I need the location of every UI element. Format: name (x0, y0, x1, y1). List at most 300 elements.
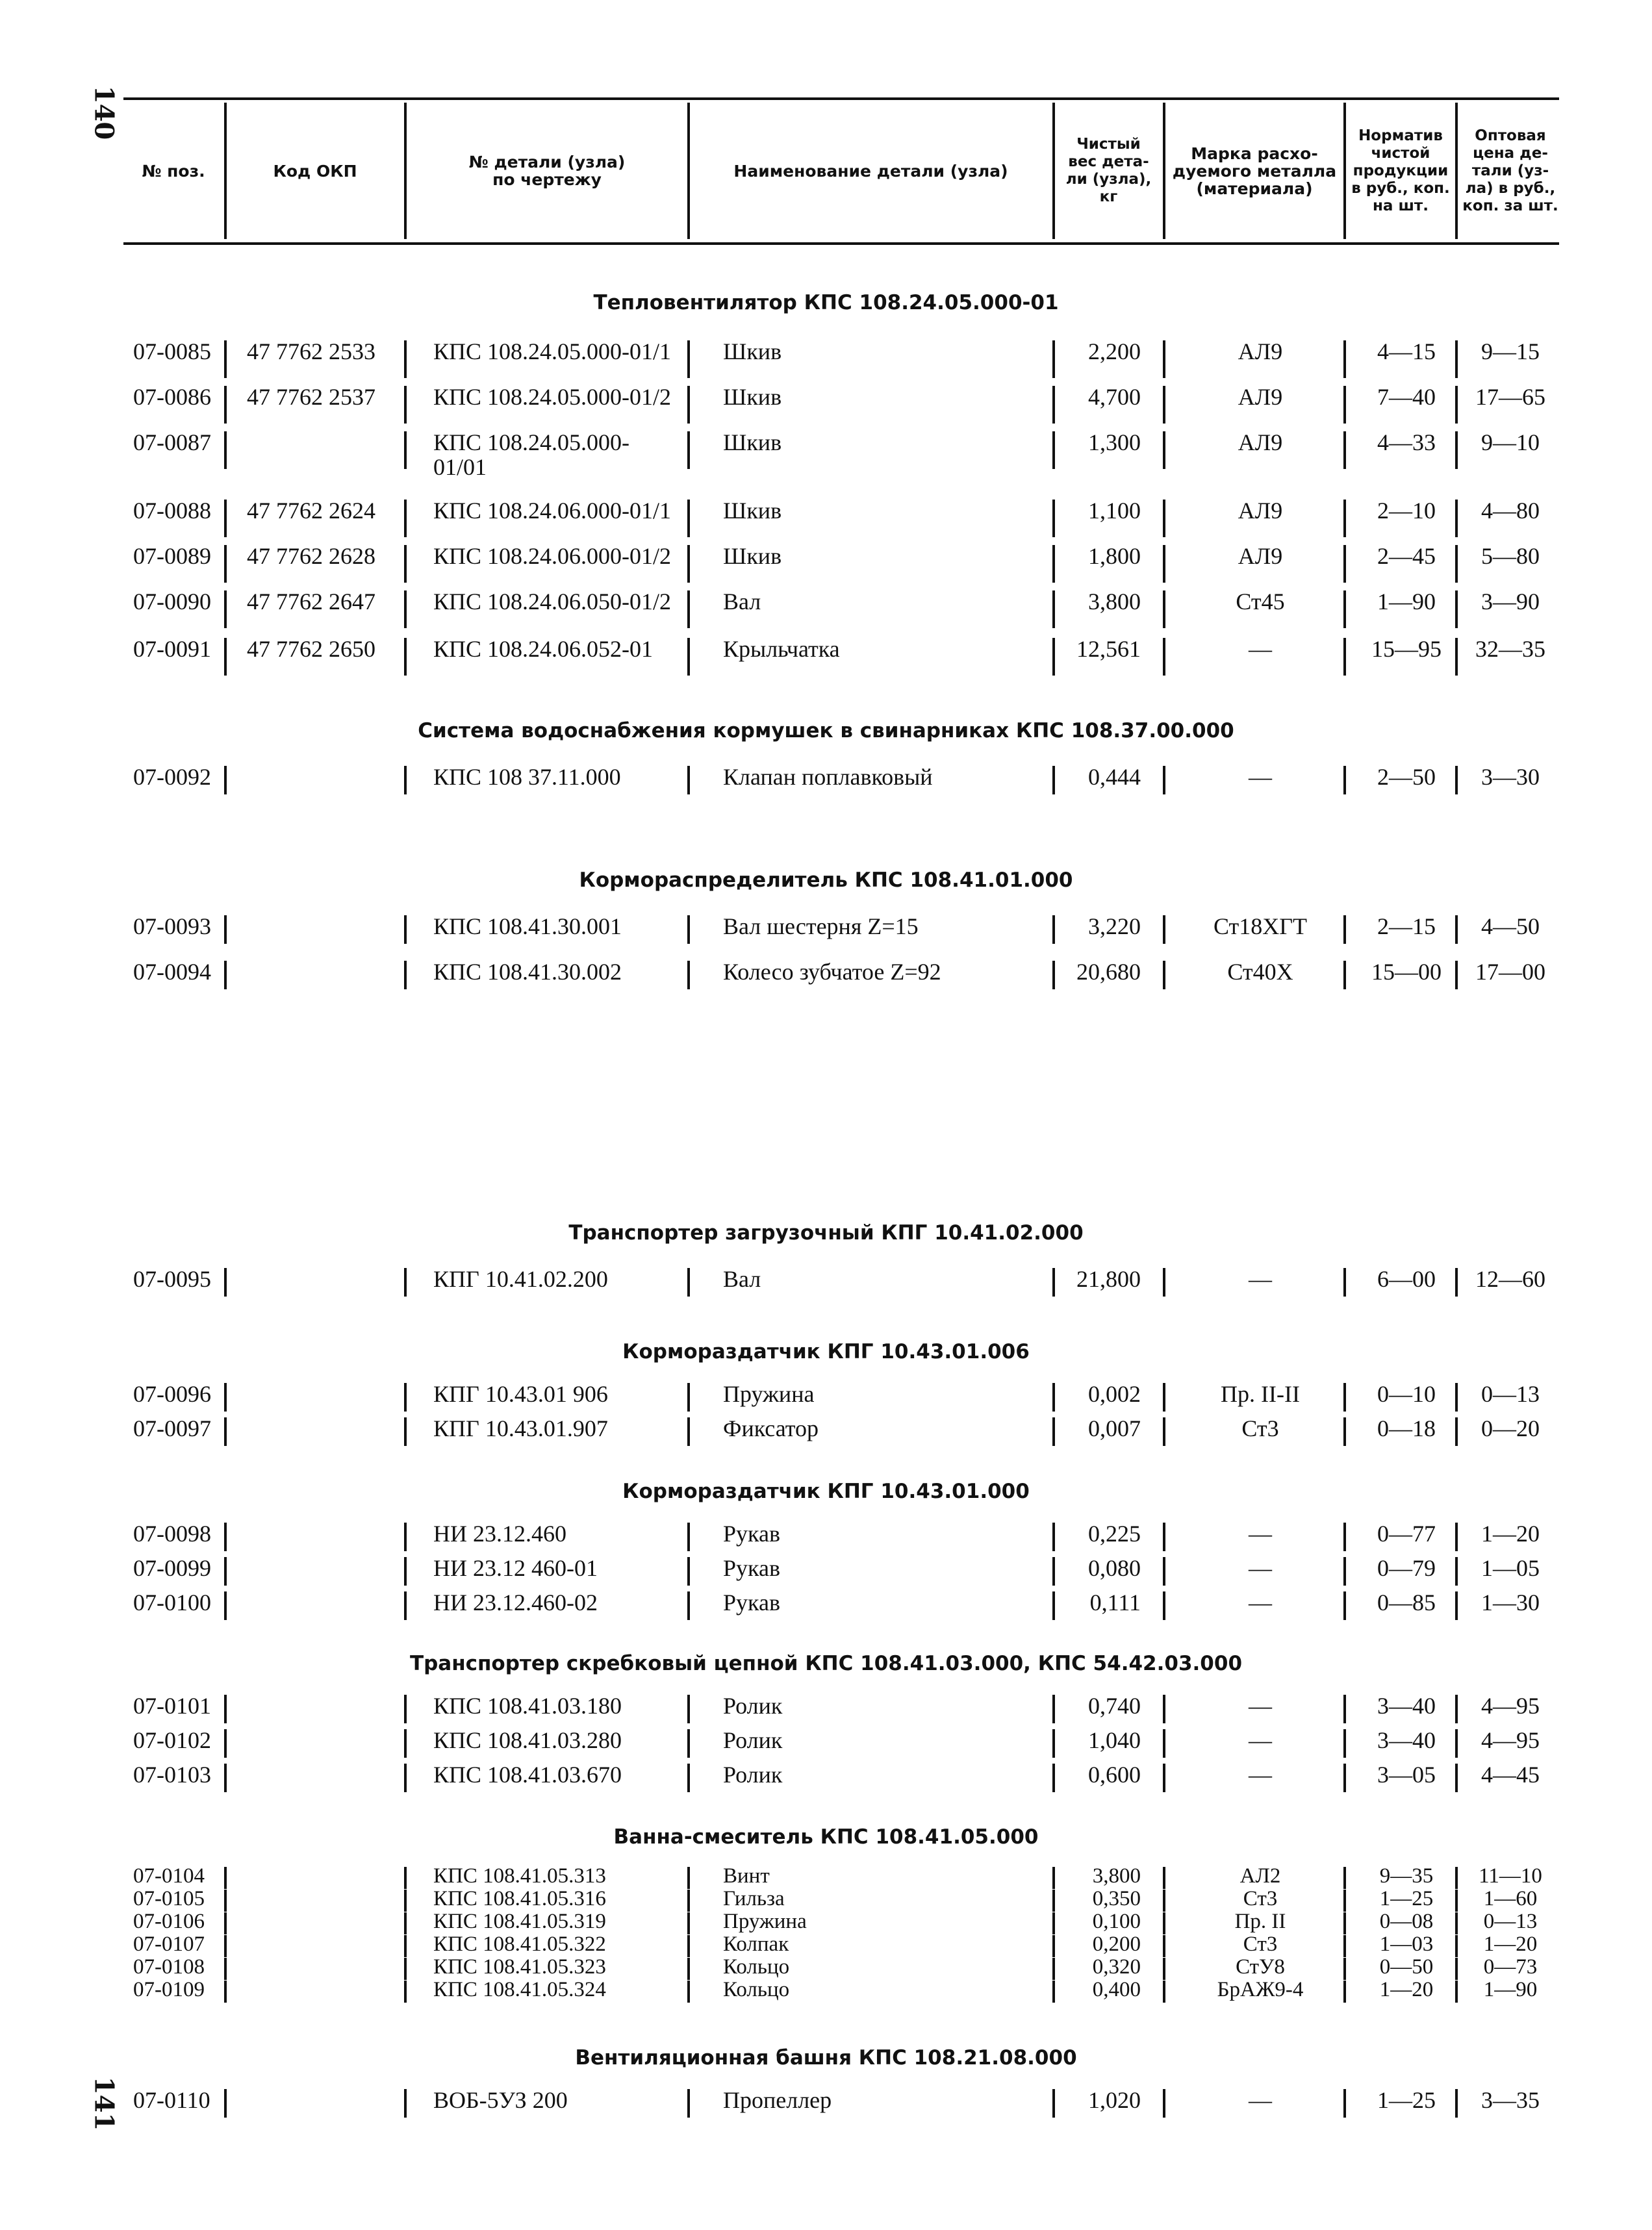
column-tick (224, 1523, 227, 1551)
column-tick (224, 638, 227, 676)
row-name: Клапан поплавковый (723, 764, 933, 790)
column-tick (1343, 590, 1346, 628)
column-tick (687, 1591, 690, 1620)
column-tick (224, 1935, 227, 1957)
column-tick (224, 386, 227, 424)
row-name: Вал (723, 1266, 761, 1292)
column-tick (404, 386, 407, 424)
row-norm: 0—79 (1377, 1555, 1436, 1581)
column-tick (1455, 1523, 1458, 1551)
column-tick (404, 1890, 407, 1912)
section-title: Кормораздатчик КПГ 10.43.01.006 (622, 1340, 1030, 1363)
row-drawing: КПС 108 37.11.000 (433, 764, 621, 790)
row-name: Шкив (723, 543, 782, 569)
row-drawing: КПС 108.24.06.050-01/2 (433, 589, 672, 615)
column-tick (1163, 386, 1165, 424)
column-tick (404, 1981, 407, 2003)
column-tick (1163, 1523, 1165, 1551)
row-weight: 3,800 (1088, 589, 1141, 615)
row-material: АЛ9 (1238, 338, 1283, 364)
column-tick (224, 1912, 227, 1934)
row-material: Ст3 (1243, 1932, 1278, 1956)
row-material: АЛ9 (1238, 384, 1283, 410)
column-tick (1163, 431, 1165, 469)
column-tick (687, 638, 690, 676)
column-tick (404, 1729, 407, 1758)
row-name: Пружина (723, 1381, 815, 1407)
row-name: Шкив (723, 429, 782, 455)
section-title: Транспортер скребковый цепной КПС 108.41.03.000, КПС 54.42.03.000 (409, 1652, 1243, 1675)
column-tick (224, 766, 227, 794)
column-tick (1455, 545, 1458, 583)
row-name: Шкив (723, 498, 782, 524)
row-drawing: КПС 108.41.30.002 (433, 959, 622, 985)
section-title: Кормораспределитель КПС 108.41.01.000 (579, 868, 1073, 892)
section-title: Ванна-смеситель КПС 108.41.05.000 (613, 1825, 1039, 1849)
row-pos: 07-0108 (133, 1955, 205, 1979)
row-price: 3—30 (1481, 764, 1540, 790)
column-tick (1163, 1729, 1165, 1758)
row-material: — (1249, 1590, 1272, 1615)
row-weight: 0,400 (1092, 1978, 1141, 2001)
column-tick (1455, 915, 1458, 944)
row-weight: 0,320 (1092, 1955, 1141, 1979)
column-tick (404, 590, 407, 628)
column-tick (1343, 1695, 1346, 1723)
column-tick (1455, 1958, 1458, 1980)
row-weight: 0,007 (1088, 1415, 1141, 1441)
row-norm: 0—85 (1377, 1590, 1436, 1615)
row-pos: 07-0109 (133, 1978, 205, 2001)
row-drawing: КПС 108.41.05.316 (433, 1887, 606, 1910)
row-pos: 07-0107 (133, 1932, 205, 1956)
column-tick (687, 1268, 690, 1297)
row-price: 17—65 (1475, 384, 1545, 410)
row-weight: 12,561 (1076, 636, 1141, 662)
row-name: Крыльчатка (723, 636, 840, 662)
row-norm: 3—40 (1377, 1693, 1436, 1719)
row-material: АЛ2 (1239, 1864, 1281, 1888)
row-pos: 07-0094 (133, 959, 211, 985)
header-divider (1343, 103, 1346, 239)
row-name: Вал (723, 589, 761, 615)
column-tick (687, 1523, 690, 1551)
row-pos: 07-0092 (133, 764, 211, 790)
column-tick (687, 1958, 690, 1980)
row-pos: 07-0088 (133, 498, 211, 524)
column-tick (224, 1729, 227, 1758)
column-tick (1052, 590, 1055, 628)
header-top-rule (123, 97, 1559, 100)
row-okp: 47 7762 2533 (247, 338, 375, 364)
column-tick (1455, 1867, 1458, 1889)
column-tick (224, 1867, 227, 1889)
column-tick (224, 961, 227, 989)
row-name: Шкив (723, 338, 782, 364)
column-tick (1052, 2089, 1055, 2118)
row-material: — (1249, 1693, 1272, 1719)
row-okp: 47 7762 2647 (247, 589, 375, 615)
row-weight: 21,800 (1076, 1266, 1141, 1292)
header-okp: Код ОКП (273, 161, 357, 181)
row-drawing: КПС 108.41.30.001 (433, 913, 622, 939)
row-price: 0—20 (1481, 1415, 1540, 1441)
row-price: 1—90 (1483, 1978, 1538, 2001)
column-tick (1163, 340, 1165, 378)
row-pos: 07-0105 (133, 1887, 205, 1910)
column-tick (1455, 340, 1458, 378)
column-tick (1343, 1591, 1346, 1620)
column-tick (1163, 1958, 1165, 1980)
column-tick (224, 1981, 227, 2003)
row-norm: 1—20 (1379, 1978, 1434, 2001)
row-weight: 0,225 (1088, 1521, 1141, 1547)
row-norm: 0—08 (1379, 1910, 1434, 1933)
column-tick (1455, 1935, 1458, 1957)
column-tick (224, 1268, 227, 1297)
column-tick (1455, 1557, 1458, 1586)
row-okp: 47 7762 2624 (247, 498, 375, 524)
column-tick (404, 1591, 407, 1620)
header-bottom-rule (123, 242, 1559, 245)
column-tick (224, 1958, 227, 1980)
column-tick (1343, 1417, 1346, 1446)
column-tick (224, 1383, 227, 1412)
row-price: 9—10 (1481, 429, 1540, 455)
row-weight: 0,111 (1089, 1590, 1141, 1615)
row-price: 4—45 (1481, 1762, 1540, 1788)
row-weight: 0,444 (1088, 764, 1141, 790)
row-weight: 0,080 (1088, 1555, 1141, 1581)
column-tick (1052, 638, 1055, 676)
row-pos: 07-0100 (133, 1590, 211, 1615)
row-drawing: КПС 108.41.05.323 (433, 1955, 606, 1979)
column-tick (1455, 1383, 1458, 1412)
column-tick (1455, 386, 1458, 424)
column-tick (687, 386, 690, 424)
row-material: — (1249, 2087, 1272, 2113)
column-tick (1163, 1557, 1165, 1586)
column-tick (687, 1557, 690, 1586)
row-weight: 0,002 (1088, 1381, 1141, 1407)
row-norm: 0—10 (1377, 1381, 1436, 1407)
header-name: Наименование детали (узла) (733, 161, 1008, 181)
row-material: Ст3 (1243, 1887, 1278, 1910)
row-price: 0—13 (1481, 1381, 1540, 1407)
row-drawing: НИ 23.12.460 (433, 1521, 566, 1547)
column-tick (224, 1591, 227, 1620)
row-price: 9—15 (1481, 338, 1540, 364)
column-tick (687, 1867, 690, 1889)
header-drawing: № детали (узла) по чертежу (468, 153, 626, 189)
row-name: Гильза (723, 1887, 785, 1910)
column-tick (1052, 961, 1055, 989)
row-norm: 2—45 (1377, 543, 1436, 569)
row-material: Пр. II (1234, 1910, 1286, 1933)
column-tick (1052, 1912, 1055, 1934)
column-tick (1163, 961, 1165, 989)
row-drawing: КПГ 10.43.01.907 (433, 1415, 608, 1441)
row-name: Рукав (723, 1555, 780, 1581)
row-price: 3—35 (1481, 2087, 1540, 2113)
row-pos: 07-0089 (133, 543, 211, 569)
column-tick (687, 2089, 690, 2118)
row-price: 4—80 (1481, 498, 1540, 524)
row-drawing: КПС 108.41.05.322 (433, 1932, 606, 1956)
column-tick (1343, 1958, 1346, 1980)
row-pos: 07-0106 (133, 1910, 205, 1933)
row-price: 1—60 (1483, 1887, 1538, 1910)
row-pos: 07-0098 (133, 1521, 211, 1547)
column-tick (1455, 1981, 1458, 2003)
column-tick (1052, 1764, 1055, 1792)
column-tick (687, 961, 690, 989)
column-tick (687, 915, 690, 944)
row-price: 32—35 (1475, 636, 1545, 662)
column-tick (1052, 1958, 1055, 1980)
column-tick (224, 1557, 227, 1586)
column-tick (1455, 1729, 1458, 1758)
column-tick (1052, 1591, 1055, 1620)
column-tick (1052, 545, 1055, 583)
row-pos: 07-0090 (133, 589, 211, 615)
row-material: — (1249, 764, 1272, 790)
column-tick (687, 1764, 690, 1792)
row-name: Вал шестерня Z=15 (723, 913, 919, 939)
row-material: АЛ9 (1238, 498, 1283, 524)
row-price: 1—20 (1483, 1932, 1538, 1956)
column-tick (1052, 340, 1055, 378)
row-drawing: КПС 108.24.06.052-01 (433, 636, 654, 662)
row-norm: 6—00 (1377, 1266, 1436, 1292)
column-tick (1455, 766, 1458, 794)
header-divider (404, 103, 407, 239)
row-weight: 1,100 (1088, 498, 1141, 524)
column-tick (404, 1912, 407, 1934)
row-pos: 07-0091 (133, 636, 211, 662)
column-tick (1052, 766, 1055, 794)
row-pos: 07-0102 (133, 1727, 211, 1753)
column-tick (1163, 590, 1165, 628)
column-tick (1052, 1523, 1055, 1551)
row-weight: 0,350 (1092, 1887, 1141, 1910)
row-material: — (1249, 636, 1272, 662)
column-tick (1052, 500, 1055, 537)
column-tick (1343, 961, 1346, 989)
column-tick (1343, 1935, 1346, 1957)
row-price: 0—13 (1483, 1910, 1538, 1933)
row-price: 1—30 (1481, 1590, 1540, 1615)
header-pos: № поз. (142, 161, 205, 181)
header-price: Оптовая цена де- тали (уз- ла) в руб., коп. за шт. (1462, 127, 1558, 214)
row-material: Ст3 (1241, 1415, 1279, 1441)
column-tick (404, 2089, 407, 2118)
row-name: Ролик (723, 1762, 783, 1788)
column-tick (1455, 1890, 1458, 1912)
column-tick (687, 500, 690, 537)
column-tick (687, 1912, 690, 1934)
row-drawing: КПС 108.24.05.000-01/2 (433, 384, 672, 410)
column-tick (404, 915, 407, 944)
row-norm: 15—00 (1371, 959, 1442, 985)
column-tick (687, 1383, 690, 1412)
column-tick (224, 1890, 227, 1912)
row-material: — (1249, 1555, 1272, 1581)
column-tick (1052, 1867, 1055, 1889)
row-material: Ст45 (1236, 589, 1285, 615)
column-tick (404, 1695, 407, 1723)
column-tick (1455, 1912, 1458, 1934)
column-tick (1343, 1383, 1346, 1412)
column-tick (404, 1557, 407, 1586)
column-tick (1052, 1383, 1055, 1412)
column-tick (1052, 1935, 1055, 1957)
column-tick (687, 1729, 690, 1758)
row-material: АЛ9 (1238, 543, 1283, 569)
column-tick (687, 431, 690, 469)
column-tick (404, 1417, 407, 1446)
row-name: Колесо зубчатое Z=92 (723, 959, 941, 985)
column-tick (224, 2089, 227, 2118)
row-norm: 0—18 (1377, 1415, 1436, 1441)
header-divider (1163, 103, 1165, 239)
header-material: Марка расхо- дуемого металла (материала) (1172, 144, 1337, 198)
header-divider (1052, 103, 1055, 239)
row-norm: 2—50 (1377, 764, 1436, 790)
row-weight: 20,680 (1076, 959, 1141, 985)
column-tick (687, 1417, 690, 1446)
column-tick (1455, 1695, 1458, 1723)
row-drawing: КПГ 10.41.02.200 (433, 1266, 608, 1292)
column-tick (1455, 2089, 1458, 2118)
row-price: 17—00 (1475, 959, 1545, 985)
column-tick (1052, 1695, 1055, 1723)
column-tick (404, 1523, 407, 1551)
column-tick (1052, 915, 1055, 944)
row-norm: 1—90 (1377, 589, 1436, 615)
row-name: Фиксатор (723, 1415, 819, 1441)
column-tick (1455, 961, 1458, 989)
row-drawing: КПС 108.24.05.000-01/1 (433, 338, 672, 364)
column-tick (1343, 1523, 1346, 1551)
column-tick (687, 1695, 690, 1723)
column-tick (404, 1764, 407, 1792)
row-pos: 07-0099 (133, 1555, 211, 1581)
section-title: Транспортер загрузочный КПГ 10.41.02.000 (568, 1221, 1084, 1245)
row-norm: 9—35 (1379, 1864, 1434, 1888)
column-tick (404, 545, 407, 583)
column-tick (1455, 431, 1458, 469)
row-norm: 2—15 (1377, 913, 1436, 939)
column-tick (404, 340, 407, 378)
column-tick (1052, 1268, 1055, 1297)
column-tick (687, 1981, 690, 2003)
row-norm: 2—10 (1377, 498, 1436, 524)
column-tick (1343, 340, 1346, 378)
column-tick (1343, 915, 1346, 944)
column-tick (687, 590, 690, 628)
section-title: Тепловентилятор КПС 108.24.05.000-01 (593, 291, 1059, 314)
column-tick (404, 1383, 407, 1412)
section-title: Система водоснабжения кормушек в свинарниках КПС 108.37.00.000 (418, 719, 1234, 742)
row-drawing: ВОБ-5УЗ 200 (433, 2087, 568, 2113)
row-pos: 07-0103 (133, 1762, 211, 1788)
column-tick (1163, 1912, 1165, 1934)
column-tick (1455, 1764, 1458, 1792)
row-material: — (1249, 1727, 1272, 1753)
row-name: Шкив (723, 384, 782, 410)
row-norm: 0—77 (1377, 1521, 1436, 1547)
row-price: 3—90 (1481, 589, 1540, 615)
column-tick (1163, 915, 1165, 944)
column-tick (1455, 590, 1458, 628)
column-tick (1163, 1981, 1165, 2003)
row-norm: 1—03 (1379, 1932, 1434, 1956)
row-material: — (1249, 1521, 1272, 1547)
column-tick (404, 638, 407, 676)
column-tick (1343, 638, 1346, 676)
column-tick (1163, 1383, 1165, 1412)
column-tick (1343, 2089, 1346, 2118)
column-tick (224, 915, 227, 944)
row-material: Пр. II-II (1221, 1381, 1300, 1407)
row-norm: 0—50 (1379, 1955, 1434, 1979)
row-pos: 07-0087 (133, 429, 211, 455)
row-drawing: КПС 108.41.05.313 (433, 1864, 606, 1888)
row-name: Кольцо (723, 1978, 790, 2001)
column-tick (1455, 1591, 1458, 1620)
column-tick (1343, 1729, 1346, 1758)
column-tick (1052, 386, 1055, 424)
column-tick (1343, 1890, 1346, 1912)
column-tick (1163, 500, 1165, 537)
row-weight: 1,800 (1088, 543, 1141, 569)
row-name: Кольцо (723, 1955, 790, 1979)
column-tick (1052, 1890, 1055, 1912)
column-tick (1052, 1557, 1055, 1586)
row-okp: 47 7762 2650 (247, 636, 375, 662)
header-norm: Норматив чистой продукции в руб., коп. на шт. (1351, 127, 1450, 214)
row-pos: 07-0097 (133, 1415, 211, 1441)
row-name: Колпак (723, 1932, 789, 1956)
row-norm: 15—95 (1371, 636, 1442, 662)
column-tick (1343, 1764, 1346, 1792)
column-tick (404, 1268, 407, 1297)
row-name: Винт (723, 1864, 770, 1888)
column-tick (1343, 1912, 1346, 1934)
row-price: 11—10 (1479, 1864, 1542, 1888)
column-tick (1455, 1268, 1458, 1297)
row-weight: 1,040 (1088, 1727, 1141, 1753)
row-price: 1—05 (1481, 1555, 1540, 1581)
column-tick (404, 1867, 407, 1889)
row-name: Пружина (723, 1910, 807, 1933)
column-tick (1163, 1268, 1165, 1297)
row-name: Пропеллер (723, 2087, 832, 2113)
column-tick (1052, 1729, 1055, 1758)
section-title: Кормораздатчик КПГ 10.43.01.000 (622, 1480, 1030, 1503)
column-tick (1163, 1591, 1165, 1620)
column-tick (687, 1890, 690, 1912)
row-norm: 4—15 (1377, 338, 1436, 364)
column-tick (687, 545, 690, 583)
row-norm: 1—25 (1379, 1887, 1434, 1910)
section-title: Вентиляционная башня КПС 108.21.08.000 (575, 2046, 1077, 2070)
column-tick (1163, 638, 1165, 676)
column-tick (404, 766, 407, 794)
page-number-top: 140 (88, 85, 120, 140)
row-norm: 1—25 (1377, 2087, 1436, 2113)
